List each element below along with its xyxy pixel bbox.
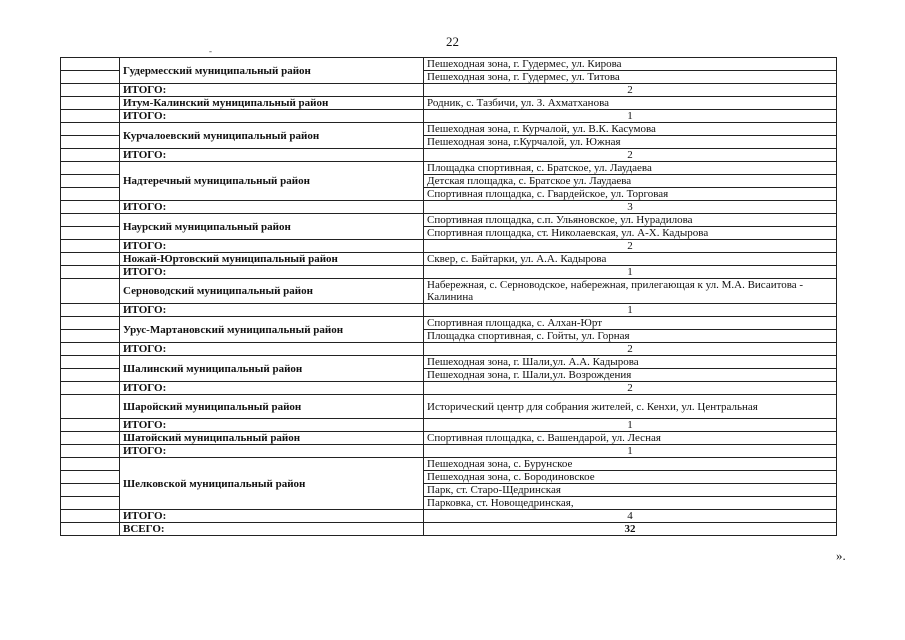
object-cell: Сквер, с. Байтарки, ул. А.А. Кадырова — [424, 253, 837, 266]
total-row — [61, 419, 837, 432]
number-cell — [61, 175, 120, 188]
number-cell — [61, 201, 120, 214]
table-row — [61, 123, 837, 136]
table-row — [61, 58, 837, 71]
table-row — [61, 356, 837, 369]
total-label: ИТОГО: — [120, 343, 424, 356]
total-label: ИТОГО: — [120, 240, 424, 253]
object-cell: Детская площадка, с. Братское ул. Лаудаева — [424, 175, 837, 188]
number-cell — [61, 497, 120, 510]
object-cell: Площадка спортивная, с. Братское, ул. Лаудаева — [424, 162, 837, 175]
total-value: 1 — [424, 110, 837, 123]
total-row — [61, 84, 837, 97]
district-name: Курчалоевский муниципальный район — [120, 123, 424, 149]
number-cell — [61, 343, 120, 356]
district-name: Шелковской муниципальный район — [120, 458, 424, 510]
total-value: 4 — [424, 510, 837, 523]
district-name: Шалинский муниципальный район — [120, 356, 424, 382]
total-row — [61, 304, 837, 317]
total-label: ИТОГО: — [120, 304, 424, 317]
object-cell: Пешеходная зона, с. Бурунское — [424, 458, 837, 471]
district-name: Ножай-Юртовский муниципальный район — [120, 253, 424, 266]
total-value: 3 — [424, 201, 837, 214]
district-name: Шатойский муниципальный район — [120, 432, 424, 445]
total-value: 1 — [424, 304, 837, 317]
number-cell — [61, 58, 120, 71]
page-number: 22 — [446, 34, 459, 49]
total-label: ИТОГО: — [120, 510, 424, 523]
grand-total-row — [61, 523, 837, 536]
stray-mark: - — [209, 46, 212, 56]
number-cell — [61, 227, 120, 240]
table-row — [61, 432, 837, 445]
number-cell — [61, 123, 120, 136]
total-label: ИТОГО: — [120, 382, 424, 395]
total-value: 2 — [424, 149, 837, 162]
total-row — [61, 201, 837, 214]
object-cell: Спортивная площадка, с. Гвардейское, ул. Торговая — [424, 188, 837, 201]
total-value: 2 — [424, 240, 837, 253]
total-label: ИТОГО: — [120, 84, 424, 97]
number-cell — [61, 162, 120, 175]
district-name: Надтеречный муниципальный район — [120, 162, 424, 201]
total-row — [61, 110, 837, 123]
total-row — [61, 240, 837, 253]
total-row — [61, 266, 837, 279]
number-cell — [61, 253, 120, 266]
total-label: ИТОГО: — [120, 201, 424, 214]
number-cell — [61, 136, 120, 149]
total-row — [61, 445, 837, 458]
district-name: Гудермесский муниципальный район — [120, 58, 424, 84]
total-value: 2 — [424, 382, 837, 395]
number-cell — [61, 484, 120, 497]
object-cell: Парковка, ст. Новощедринская, — [424, 497, 837, 510]
grand-total-value: 32 — [424, 523, 837, 536]
total-label: ИТОГО: — [120, 266, 424, 279]
number-cell — [61, 471, 120, 484]
table-row — [61, 162, 837, 175]
total-row — [61, 510, 837, 523]
number-cell — [61, 240, 120, 253]
table-row — [61, 395, 837, 419]
number-cell — [61, 395, 120, 419]
object-cell: Спортивная площадка, с. Вашендарой, ул. Лесная — [424, 432, 837, 445]
total-value: 1 — [424, 445, 837, 458]
table-row — [61, 214, 837, 227]
total-row — [61, 149, 837, 162]
table-row — [61, 317, 837, 330]
number-cell — [61, 356, 120, 369]
number-cell — [61, 445, 120, 458]
object-cell: Родник, с. Тазбичи, ул. З. Ахматханова — [424, 97, 837, 110]
object-cell: Пешеходная зона, г. Гудермес, ул. Титова — [424, 71, 837, 84]
total-value: 1 — [424, 266, 837, 279]
number-cell — [61, 304, 120, 317]
number-cell — [61, 266, 120, 279]
grand-total-label: ВСЕГО: — [120, 523, 424, 536]
table-row — [61, 458, 837, 471]
number-cell — [61, 432, 120, 445]
total-value: 2 — [424, 343, 837, 356]
object-cell: Пешеходная зона, г. Шали,ул. Возрождения — [424, 369, 837, 382]
total-value: 1 — [424, 419, 837, 432]
total-row — [61, 343, 837, 356]
number-cell — [61, 214, 120, 227]
number-cell — [61, 110, 120, 123]
number-cell — [61, 523, 120, 536]
district-name: Серноводский муниципальный район — [120, 279, 424, 304]
object-cell: Пешеходная зона, г.Курчалой, ул. Южная — [424, 136, 837, 149]
number-cell — [61, 149, 120, 162]
number-cell — [61, 188, 120, 201]
number-cell — [61, 510, 120, 523]
district-name: Наурский муниципальный район — [120, 214, 424, 240]
number-cell — [61, 330, 120, 343]
district-name: Урус-Мартановский муниципальный район — [120, 317, 424, 343]
object-cell: Спортивная площадка, ст. Николаевская, ул. А-Х. Кадырова — [424, 227, 837, 240]
object-cell: Пешеходная зона, с. Бородиновское — [424, 471, 837, 484]
object-cell: Пешеходная зона, г. Шали,ул. А.А. Кадырова — [424, 356, 837, 369]
table-row — [61, 253, 837, 266]
number-cell — [61, 382, 120, 395]
closing-quote-mark: ». — [836, 548, 846, 563]
number-cell — [61, 419, 120, 432]
district-name: Итум-Калинский муниципальный район — [120, 97, 424, 110]
object-cell: Исторический центр для собрания жителей, с. Кенхи, ул. Центральная — [424, 395, 837, 419]
total-label: ИТОГО: — [120, 110, 424, 123]
number-cell — [61, 458, 120, 471]
table-row — [61, 97, 837, 110]
number-cell — [61, 279, 120, 304]
table-row — [61, 279, 837, 304]
district-name: Шаройский муниципальный район — [120, 395, 424, 419]
number-cell — [61, 84, 120, 97]
total-row — [61, 382, 837, 395]
total-label: ИТОГО: — [120, 149, 424, 162]
object-cell: Спортивная площадка, с. Алхан-Юрт — [424, 317, 837, 330]
object-cell: Пешеходная зона, г. Курчалой, ул. В.К. Касумова — [424, 123, 837, 136]
number-cell — [61, 97, 120, 110]
number-cell — [61, 71, 120, 84]
total-label: ИТОГО: — [120, 445, 424, 458]
total-value: 2 — [424, 84, 837, 97]
total-label: ИТОГО: — [120, 419, 424, 432]
objects-table — [60, 57, 837, 536]
number-cell — [61, 369, 120, 382]
object-cell: Площадка спортивная, с. Гойты, ул. Горная — [424, 330, 837, 343]
object-cell: Пешеходная зона, г. Гудермес, ул. Кирова — [424, 58, 837, 71]
number-cell — [61, 317, 120, 330]
object-cell: Парк, ст. Старо-Щедринская — [424, 484, 837, 497]
object-cell: Спортивная площадка, с.п. Ульяновское, ул. Нурадилова — [424, 214, 837, 227]
object-cell: Набережная, с. Серноводское, набережная, прилегающая к ул. М.А. Висаитова - Калинина — [424, 279, 837, 304]
